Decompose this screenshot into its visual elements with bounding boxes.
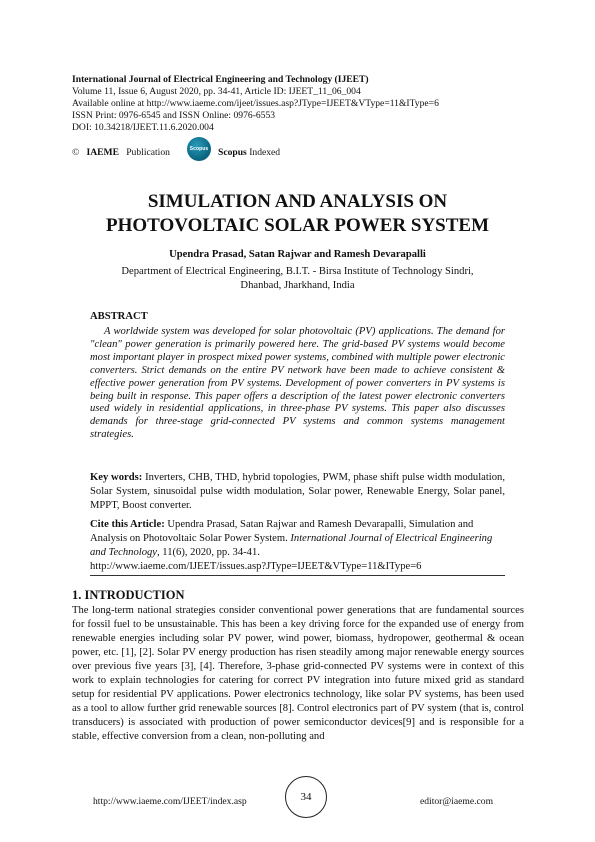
affiliation-line-1: Department of Electrical Engineering, B.I.T. - Birsa Institute of Technology Sindri,: [121, 266, 474, 277]
scopus-label: Scopus: [218, 147, 247, 158]
keywords-label: Key words:: [90, 472, 143, 483]
publication-label: Publication: [126, 147, 170, 158]
footer-url[interactable]: http://www.iaeme.com/IJEET/index.asp: [93, 796, 247, 807]
authors: Upendra Prasad, Satan Rajwar and Ramesh Devarapalli: [169, 249, 426, 260]
divider: [90, 575, 505, 576]
volume-line: Volume 11, Issue 6, August 2020, pp. 34-41, Article ID: IJEET_11_06_004: [72, 86, 361, 97]
affiliation: [90, 265, 505, 293]
scopus-indexed: [218, 147, 280, 158]
introduction-text: The long-term national strategies consider conventional power generations that are fundamental sources for fossil fuel to be unsustainable. This has been a key driving force for the expanded use of energy from renewable energies including solar PV power, wind power, biomass, hydropower, geothermal & ocean power, etc. [1], [2]. Solar PV energy production has risen steadily among major renewable energy sources over previous five years [3], [4]. Therefore, 3-phase grid-connected PV systems were in context of this work to explain technologies for catering for correct PV integration into future mixed grid as standard setup for residential PV applications. Power electronics technology, like solar PV systems, has been used as a tool to allow further grid renewable sources [8]. Control electronics part of PV system (that is, control transducers) is associated with production of power semiconductor devices[9] and is responsible for a stable, effective conversion from a clean, non-polluting and: [72, 605, 524, 742]
cite-url[interactable]: http://www.iaeme.com/IJEET/issues.asp?JType=IJEET&VType=11&IType=6: [90, 561, 422, 572]
keywords-text: Inverters, CHB, THD, hybrid topologies, PWM, phase shift pulse width modulation, Solar System, sinusoidal pulse width modulation, Solar power, Renewable Energy, Solar panel, MPPT, Boost converter.: [90, 472, 505, 511]
title-line-2: PHOTOVOLTAIC SOLAR POWER SYSTEM: [105, 215, 490, 236]
abstract-body: A worldwide system was developed for solar photovoltaic (PV) applications. The demand for "clean" power generation is primarily powered here. The grid-based PV systems would become most important player in prospect mixed power systems, combined with multiple power electronic converters. Strict demands on the entire PV network have been made to achieve consistent & effective power generation from PV systems. Development of power converters in PV systems is being built in response. This paper offers a description of the latest power electronic converters used widely in residential applications, in three-phase PV systems. This paper also discusses demands for three-stage grid-connected PV systems and common systems management strategies.: [90, 326, 505, 441]
publisher-name: IAEME: [86, 147, 120, 158]
issn-line: ISSN Print: 0976-6545 and ISSN Online: 0976-6553: [72, 110, 276, 121]
title-line-1: SIMULATION AND ANALYSIS ON: [147, 191, 448, 212]
page-number: 34: [285, 776, 327, 818]
available-online-line[interactable]: Available online at http://www.iaeme.com/ijeet/issues.asp?JType=IJEET&VType=11&IType=6: [72, 98, 439, 109]
affiliation-line-2: Dhanbad, Jharkhand, India: [240, 280, 355, 291]
abstract-text: [90, 326, 505, 442]
cite-label: Cite this Article:: [90, 519, 165, 530]
footer-email[interactable]: editor@iaeme.com: [420, 796, 494, 807]
copyright-symbol: ©: [72, 147, 80, 158]
abstract-heading: ABSTRACT: [90, 311, 148, 322]
indexed-label: Indexed: [249, 147, 281, 158]
cite-text: Upendra Prasad, Satan Rajwar and Ramesh Devarapalli, Simulation and Analysis on Photovoltaic Solar Power System.: [90, 519, 474, 544]
cite-issue: , 11(6), 2020, pp. 34-41.: [157, 547, 260, 558]
doi-line[interactable]: DOI: 10.34218/IJEET.11.6.2020.004: [72, 122, 214, 133]
journal-name: International Journal of Electrical Engineering and Technology (IJEET): [72, 74, 369, 85]
section-heading-introduction: 1. INTRODUCTION: [72, 588, 185, 602]
keywords: [90, 471, 505, 513]
scopus-logo-icon: Scopus: [187, 137, 211, 161]
paper-title: [60, 190, 535, 238]
cite-journal: International Journal of Electrical Engineering and Technology: [90, 533, 493, 558]
cite-block: [90, 518, 505, 574]
publisher-row: [72, 147, 170, 158]
